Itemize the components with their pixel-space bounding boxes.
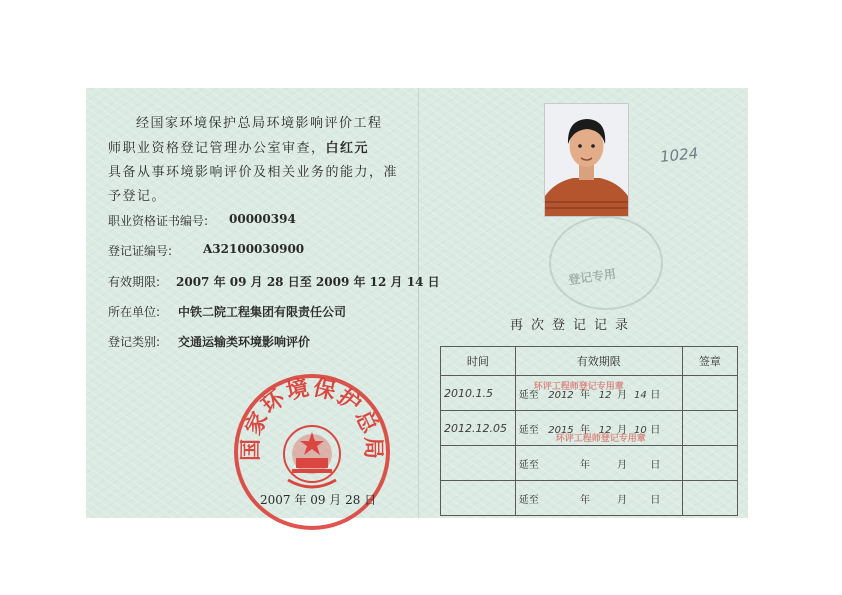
handwritten-number: 1024 (659, 144, 700, 166)
row-1-red-stamp: 环评工程师登记专用章 (533, 382, 624, 392)
issue-day: 28 (345, 493, 361, 507)
reg-number-value: A32100030900 (203, 242, 305, 256)
seal-text: 国家环境保护总局 (237, 374, 387, 462)
issue-year: 2007 (260, 493, 291, 507)
unit-label: 所在单位: (108, 305, 161, 319)
row-1-day: 14 (633, 389, 647, 401)
row-1-unit-day: 日 (650, 389, 661, 401)
person-photo-icon (545, 104, 628, 216)
row-2-month: 12 (598, 424, 612, 436)
row-2-day: 10 (633, 424, 647, 436)
row-3-sign (682, 446, 737, 481)
reg-type-label: 登记类别: (108, 335, 161, 349)
portrait-photo (544, 103, 629, 217)
row-4-time (441, 481, 516, 516)
header-time: 时间 (441, 347, 516, 376)
row-2-unit-year: 年 (579, 424, 590, 436)
row-2-sign (682, 411, 737, 446)
reg-number-label: 登记证编号: (108, 244, 173, 258)
unit-value: 中铁二院工程集团有限责任公司 (178, 305, 347, 319)
official-seal-stamp (232, 372, 392, 532)
row-3-unit-month: 月 (617, 459, 628, 471)
valid-from-month: 09 (229, 275, 247, 289)
issue-date: 2007 年 09 月 28 日 (260, 493, 377, 507)
row-4-prefix: 延至 (518, 494, 539, 506)
row-2-prefix: 延至 (518, 424, 539, 436)
valid-period-value: 2007 年 09 月 28 日至 2009 年 12 月 14 日 (176, 275, 440, 289)
row-3-prefix: 延至 (518, 459, 539, 471)
row-3-unit-year: 年 (579, 459, 590, 471)
table-row (441, 411, 738, 446)
table-row (441, 481, 738, 516)
reg-type-value: 交通运输类环境影响评价 (178, 335, 311, 349)
cert-number-label: 职业资格证书编号: (108, 214, 209, 228)
embossed-stamp-text: 登记专用 (567, 266, 617, 288)
row-2-unit-day: 日 (650, 424, 661, 436)
row-3-time (441, 446, 516, 481)
row-1-month: 12 (598, 389, 612, 401)
re-registration-table (440, 346, 738, 516)
header-valid: 有效期限 (515, 347, 682, 376)
table-row (441, 376, 738, 411)
row-2-year: 2015 (548, 424, 574, 436)
certificate-document (86, 88, 748, 518)
paragraph-line-4: 予登记。 (108, 189, 167, 204)
row-3-valid (515, 446, 682, 481)
paragraph-line-1: 经国家环境保护总局环境影响评价工程 (136, 116, 383, 131)
holder-name: 白红元 (325, 141, 370, 156)
re-registration-title: 再次登记记录 (510, 318, 637, 333)
row-1-sign (682, 376, 737, 411)
row-1-prefix: 延至 (518, 389, 539, 401)
row-4-unit-month: 月 (617, 494, 628, 506)
issue-month: 09 (310, 493, 326, 507)
valid-from-year: 2007 (176, 275, 210, 289)
row-4-valid (515, 481, 682, 516)
row-3-unit-day: 日 (650, 459, 661, 471)
valid-from-day: 28 (266, 275, 284, 289)
table-row (441, 446, 738, 481)
row-2-red-stamp: 环评工程师登记专用章 (555, 434, 646, 444)
embossed-stamp (549, 216, 663, 310)
valid-to-day: 14 (406, 275, 424, 289)
valid-to-month: 12 (369, 275, 387, 289)
cert-number-value: 00000394 (229, 212, 296, 226)
paragraph-line-3: 具备从事环境影响评价及相关业务的能力，准 (108, 165, 399, 180)
table-header-row (441, 347, 738, 376)
paragraph-line-2-text: 师职业资格登记管理办公室审查， (108, 141, 326, 156)
row-1-unit-month: 月 (617, 389, 628, 401)
row-4-sign (682, 481, 737, 516)
row-1-unit-year: 年 (579, 389, 590, 401)
row-2-unit-month: 月 (617, 424, 628, 436)
paragraph-line-2 (108, 137, 369, 156)
row-2-time: 2012.12.05 (441, 411, 516, 446)
header-sign: 签章 (682, 347, 737, 376)
valid-to-year: 2009 (315, 275, 350, 289)
row-4-unit-day: 日 (650, 494, 661, 506)
row-1-time: 2010.1.5 (441, 376, 516, 411)
valid-period-label: 有效期限: (108, 275, 161, 289)
row-1-year: 2012 (548, 389, 574, 401)
page-fold (418, 88, 419, 518)
national-emblem-icon (284, 426, 340, 487)
row-2-valid (515, 411, 682, 446)
row-1-valid (515, 376, 682, 411)
row-4-unit-year: 年 (579, 494, 590, 506)
